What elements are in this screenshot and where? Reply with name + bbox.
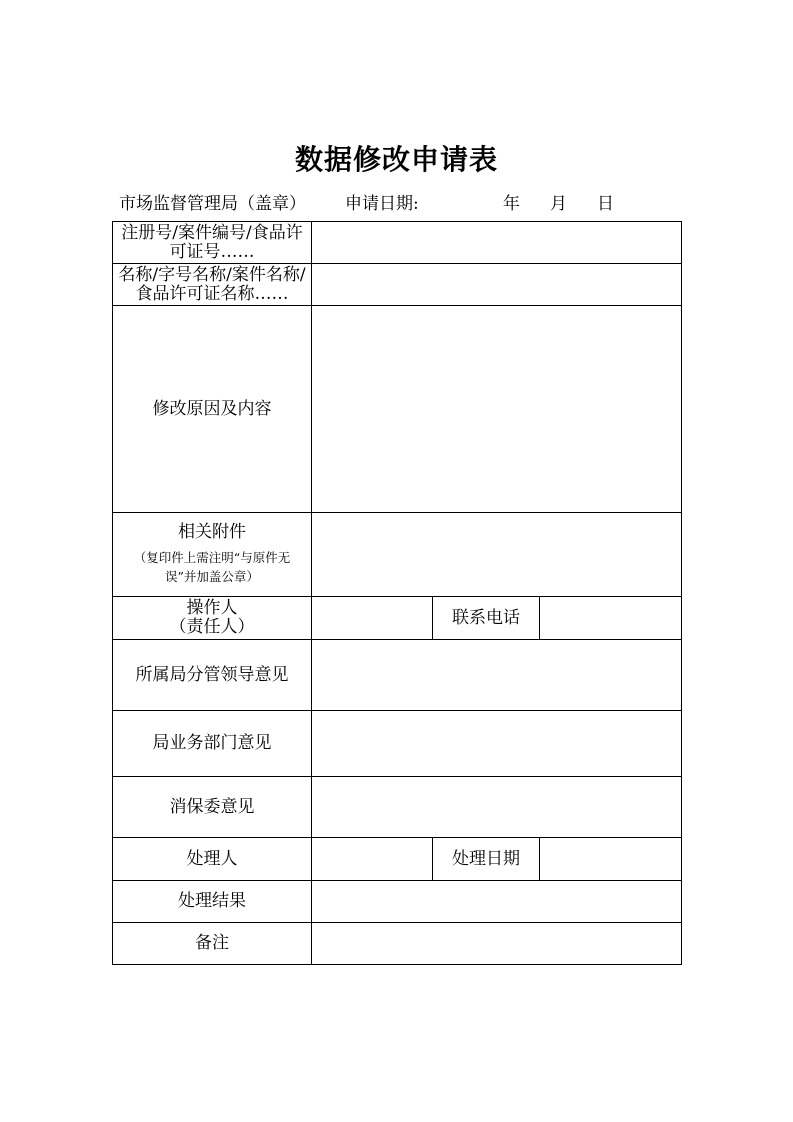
contact-phone-field[interactable] bbox=[540, 597, 682, 640]
table-row bbox=[113, 306, 682, 513]
table-row bbox=[113, 513, 682, 597]
table-row bbox=[113, 838, 682, 881]
dept-opinion-field[interactable] bbox=[312, 711, 682, 777]
handler-field[interactable] bbox=[312, 838, 433, 881]
operator-cell bbox=[113, 597, 312, 640]
handle-date-label: 处理日期 bbox=[433, 838, 540, 881]
operator-label: 操作人 bbox=[186, 598, 238, 618]
table-row bbox=[113, 640, 682, 711]
table-row bbox=[113, 264, 682, 306]
reg-no-field[interactable] bbox=[312, 222, 682, 264]
contact-phone-label: 联系电话 bbox=[433, 597, 540, 640]
day-label: 日 bbox=[597, 194, 614, 214]
remarks-label: 备注 bbox=[113, 923, 312, 965]
operator-field[interactable] bbox=[312, 597, 433, 640]
leader-opinion-field[interactable] bbox=[312, 640, 682, 711]
bureau-seal-label: 市场监督管理局（盖章） bbox=[119, 194, 306, 214]
reason-label: 修改原因及内容 bbox=[113, 306, 312, 513]
name-field[interactable] bbox=[312, 264, 682, 306]
attachment-label: 相关附件 bbox=[178, 522, 246, 542]
attachment-cell bbox=[113, 513, 312, 597]
table-row bbox=[113, 923, 682, 965]
table-row bbox=[113, 881, 682, 923]
handler-label: 处理人 bbox=[113, 838, 312, 881]
result-field[interactable] bbox=[312, 881, 682, 923]
attachment-field[interactable] bbox=[312, 513, 682, 597]
application-date-label: 申请日期: bbox=[345, 194, 419, 214]
attachment-note: （复印件上需注明“与原件无误”并加盖公章） bbox=[133, 550, 291, 584]
year-label: 年 bbox=[503, 194, 520, 214]
remarks-field[interactable] bbox=[312, 923, 682, 965]
operator-sub-label: （责任人） bbox=[169, 617, 255, 637]
application-form-table bbox=[112, 221, 682, 965]
form-subheader bbox=[119, 189, 699, 213]
table-row bbox=[113, 777, 682, 838]
consumer-opinion-label: 消保委意见 bbox=[113, 777, 312, 838]
result-label: 处理结果 bbox=[113, 881, 312, 923]
reg-no-label: 注册号/案件编号/食品许可证号…… bbox=[113, 222, 312, 264]
name-label: 名称/字号名称/案件名称/食品许可证名称…… bbox=[113, 264, 312, 306]
handle-date-field[interactable] bbox=[540, 838, 682, 881]
leader-opinion-label: 所属局分管领导意见 bbox=[113, 640, 312, 711]
consumer-opinion-field[interactable] bbox=[312, 777, 682, 838]
table-row bbox=[113, 597, 682, 640]
form-title: 数据修改申请表 bbox=[294, 143, 498, 176]
dept-opinion-label: 局业务部门意见 bbox=[113, 711, 312, 777]
table-row bbox=[113, 222, 682, 264]
reason-field[interactable] bbox=[312, 306, 682, 513]
table-row bbox=[113, 711, 682, 777]
month-label: 月 bbox=[550, 194, 567, 214]
